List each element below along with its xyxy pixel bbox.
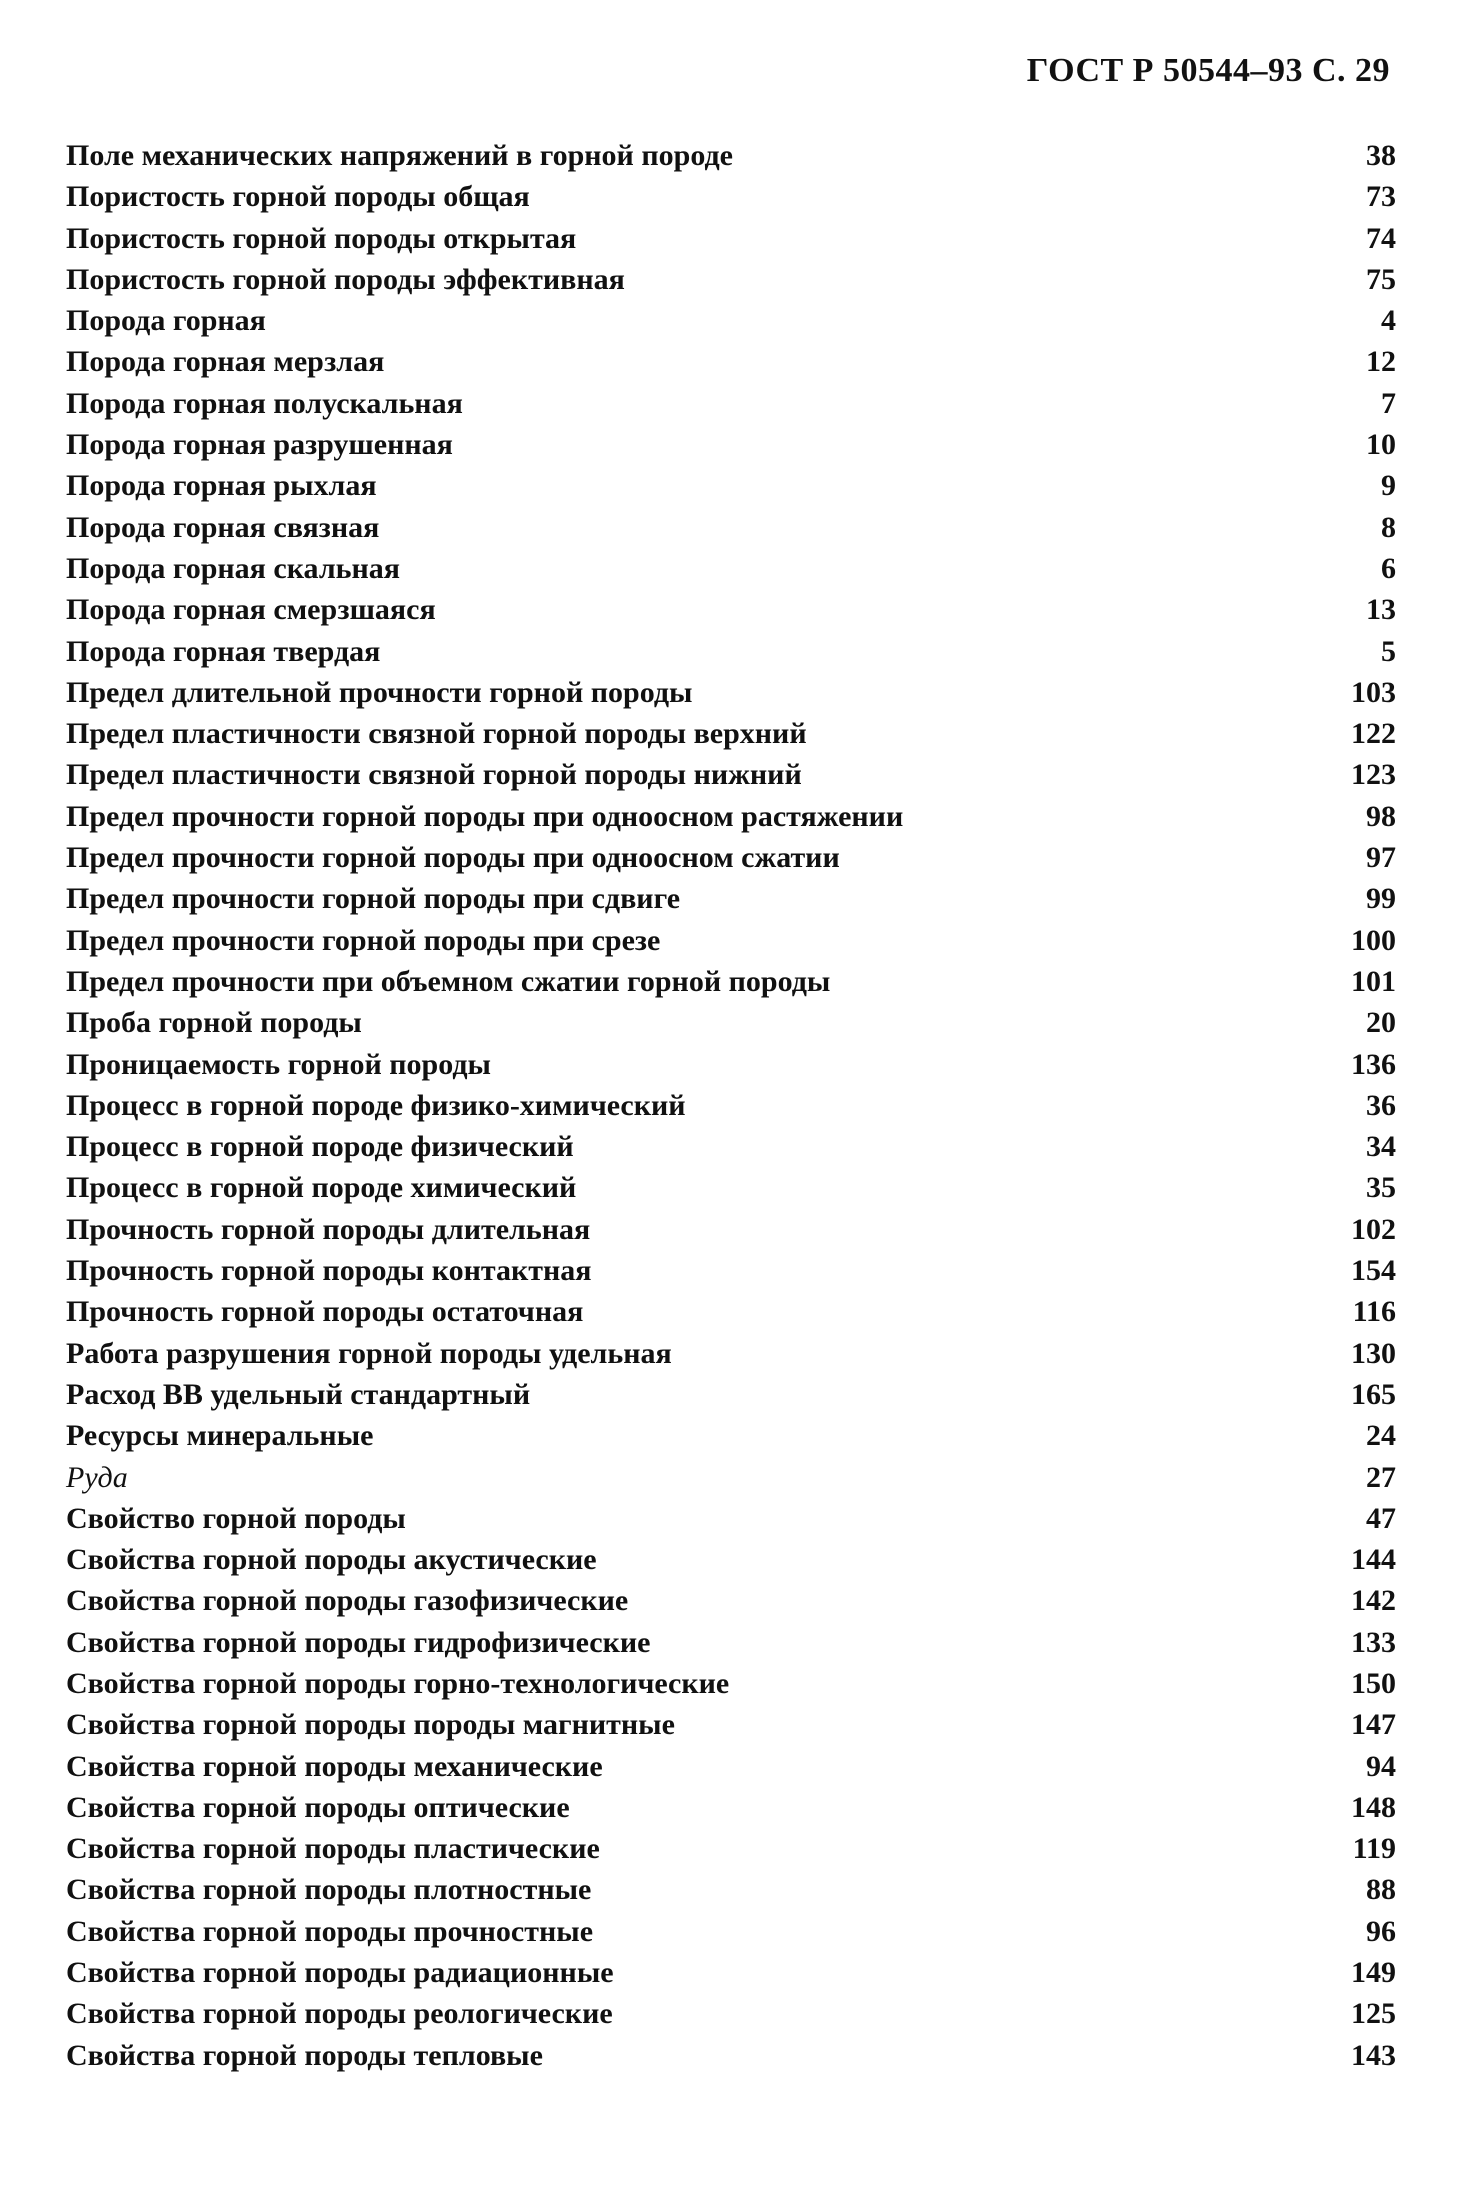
- index-entry: [66, 1869, 1396, 1910]
- index-number: 97: [1366, 841, 1396, 875]
- index-term: Свойства горной породы породы магнитные: [66, 1708, 675, 1742]
- index-entry: [66, 383, 1396, 424]
- index-number: 154: [1351, 1254, 1396, 1288]
- index-entry: [66, 796, 1396, 837]
- index-term: Предел прочности горной породы при сдвиге: [66, 882, 681, 916]
- index-number: 36: [1366, 1088, 1396, 1122]
- index-number: 119: [1352, 1832, 1396, 1866]
- index-term: Свойства горной породы газофизические: [66, 1584, 629, 1618]
- index-entry: [66, 1085, 1396, 1126]
- index-number: 34: [1366, 1130, 1396, 1164]
- index-term: Проницаемость горной породы: [66, 1047, 491, 1081]
- index-entry: [66, 672, 1396, 713]
- index-term: Порода горная смерзшаяся: [66, 593, 436, 627]
- index-number: 35: [1366, 1171, 1396, 1205]
- index-entry: [66, 1746, 1396, 1787]
- index-entry: [66, 1415, 1396, 1456]
- index-entry: [66, 1457, 1396, 1498]
- index-term: Расход ВВ удельный стандартный: [66, 1377, 531, 1411]
- index-term: Свойства горной породы радиационные: [66, 1956, 614, 1990]
- index-entry: [66, 341, 1396, 382]
- index-entry: [66, 1911, 1396, 1952]
- index-number: 122: [1351, 717, 1396, 751]
- index-entry: [66, 1209, 1396, 1250]
- index-number: 8: [1381, 510, 1396, 544]
- index-term: Порода горная разрушенная: [66, 428, 453, 462]
- index-number: 94: [1366, 1749, 1396, 1783]
- index-term: Прочность горной породы остаточная: [66, 1295, 584, 1329]
- index-entry: [66, 713, 1396, 754]
- index-number: 5: [1381, 634, 1396, 668]
- index-term: Порода горная скальная: [66, 551, 401, 585]
- index-entry: [66, 920, 1396, 961]
- index-entry: [66, 1622, 1396, 1663]
- index-entry: [66, 1333, 1396, 1374]
- index-number: 142: [1351, 1584, 1396, 1618]
- index-term: Процесс в горной породе химический: [66, 1171, 577, 1205]
- index-number: 100: [1351, 923, 1396, 957]
- index-term: Предел прочности при объемном сжатии горной породы: [66, 964, 831, 998]
- index-entry: [66, 1663, 1396, 1704]
- index-term: Прочность горной породы длительная: [66, 1212, 591, 1246]
- index-term: Порода горная: [66, 304, 266, 338]
- index-number: 6: [1381, 551, 1396, 585]
- index-number: 24: [1366, 1419, 1396, 1453]
- index-number: 136: [1351, 1047, 1396, 1081]
- index-term: Порода горная полускальная: [66, 386, 463, 420]
- index-number: 147: [1351, 1708, 1396, 1742]
- index-term: Предел прочности горной породы при срезе: [66, 923, 661, 957]
- index-entry: [66, 1580, 1396, 1621]
- index-number: 133: [1351, 1625, 1396, 1659]
- index-list: [66, 135, 1396, 2076]
- index-term: Руда: [66, 1460, 128, 1494]
- index-number: 101: [1351, 964, 1396, 998]
- index-entry: [66, 1002, 1396, 1043]
- index-number: 102: [1351, 1212, 1396, 1246]
- index-term: Свойства горной породы пластические: [66, 1832, 600, 1866]
- index-term: Свойства горной породы тепловые: [66, 2038, 543, 2072]
- index-entry: [66, 1291, 1396, 1332]
- index-number: 148: [1351, 1790, 1396, 1824]
- index-term: Предел прочности горной породы при одноосном растяжении: [66, 799, 904, 833]
- index-entry: [66, 1539, 1396, 1580]
- index-entry: [66, 135, 1396, 176]
- index-number: 73: [1366, 180, 1396, 214]
- index-term: Свойства горной породы акустические: [66, 1543, 597, 1577]
- index-term: Порода горная связная: [66, 510, 380, 544]
- index-term: Пористость горной породы открытая: [66, 221, 577, 255]
- index-term: Свойства горной породы прочностные: [66, 1914, 594, 1948]
- index-entry: [66, 1374, 1396, 1415]
- index-number: 75: [1366, 262, 1396, 296]
- index-term: Предел длительной прочности горной породы: [66, 675, 693, 709]
- index-entry: [66, 300, 1396, 341]
- index-entry: [66, 507, 1396, 548]
- index-term: Порода горная твердая: [66, 634, 381, 668]
- index-term: Пористость горной породы общая: [66, 180, 530, 214]
- index-entry: [66, 1828, 1396, 1869]
- index-entry: [66, 589, 1396, 630]
- index-term: Проба горной породы: [66, 1006, 362, 1040]
- index-entry: [66, 1250, 1396, 1291]
- index-number: 47: [1366, 1501, 1396, 1535]
- index-number: 144: [1351, 1543, 1396, 1577]
- index-number: 13: [1366, 593, 1396, 627]
- index-entry: [66, 176, 1396, 217]
- index-entry: [66, 259, 1396, 300]
- index-entry: [66, 548, 1396, 589]
- index-term: Свойства горной породы механические: [66, 1749, 603, 1783]
- index-entry: [66, 218, 1396, 259]
- index-entry: [66, 2035, 1396, 2076]
- index-term: Свойства горной породы оптические: [66, 1790, 570, 1824]
- index-term: Свойство горной породы: [66, 1501, 406, 1535]
- index-number: 9: [1381, 469, 1396, 503]
- index-number: 96: [1366, 1914, 1396, 1948]
- index-number: 116: [1352, 1295, 1396, 1329]
- index-number: 143: [1351, 2038, 1396, 2072]
- index-number: 99: [1366, 882, 1396, 916]
- index-entry: [66, 1952, 1396, 1993]
- index-term: Процесс в горной породе физико-химический: [66, 1088, 686, 1122]
- index-term: Свойства горной породы гидрофизические: [66, 1625, 651, 1659]
- index-term: Поле механических напряжений в горной породе: [66, 139, 733, 172]
- index-entry: [66, 424, 1396, 465]
- index-entry: [66, 878, 1396, 919]
- index-term: Работа разрушения горной породы удельная: [66, 1336, 672, 1370]
- index-term: Свойства горной породы реологические: [66, 1997, 613, 2031]
- index-number: 125: [1351, 1997, 1396, 2031]
- index-entry: [66, 1787, 1396, 1828]
- index-number: 98: [1366, 799, 1396, 833]
- index-number: 149: [1351, 1956, 1396, 1990]
- index-term: Порода горная рыхлая: [66, 469, 377, 503]
- index-number: 150: [1351, 1666, 1396, 1700]
- page-header: ГОСТ Р 50544–93 С. 29: [1026, 52, 1390, 89]
- index-term: Свойства горной породы горно-технологические: [66, 1666, 730, 1700]
- index-term: Порода горная мерзлая: [66, 345, 385, 379]
- index-term: Пористость горной породы эффективная: [66, 262, 625, 296]
- index-number: 123: [1351, 758, 1396, 792]
- index-number: 12: [1366, 345, 1396, 379]
- index-term: Ресурсы минеральные: [66, 1419, 374, 1453]
- index-entry: [66, 961, 1396, 1002]
- index-entry: [66, 1126, 1396, 1167]
- index-entry: [66, 754, 1396, 795]
- index-number: 20: [1366, 1006, 1396, 1040]
- index-entry: [66, 465, 1396, 506]
- index-term: Процесс в горной породе физический: [66, 1130, 574, 1164]
- index-entry: [66, 1044, 1396, 1085]
- index-number: 38: [1366, 139, 1396, 172]
- index-entry: [66, 1993, 1396, 2034]
- index-number: 88: [1366, 1873, 1396, 1907]
- index-term: Прочность горной породы контактная: [66, 1254, 592, 1288]
- index-number: 103: [1351, 675, 1396, 709]
- index-entry: [66, 1704, 1396, 1745]
- index-number: 165: [1351, 1377, 1396, 1411]
- index-entry: [66, 631, 1396, 672]
- index-number: 74: [1366, 221, 1396, 255]
- index-term: Свойства горной породы плотностные: [66, 1873, 592, 1907]
- index-number: 130: [1351, 1336, 1396, 1370]
- index-term: Предел пластичности связной горной породы верхний: [66, 717, 807, 751]
- index-entry: [66, 837, 1396, 878]
- index-number: 4: [1381, 304, 1396, 338]
- index-number: 27: [1366, 1460, 1396, 1494]
- index-entry: [66, 1167, 1396, 1208]
- index-number: 10: [1366, 428, 1396, 462]
- index-term: Предел прочности горной породы при одноосном сжатии: [66, 841, 840, 875]
- index-entry: [66, 1498, 1396, 1539]
- index-term: Предел пластичности связной горной породы нижний: [66, 758, 802, 792]
- index-number: 7: [1381, 386, 1396, 420]
